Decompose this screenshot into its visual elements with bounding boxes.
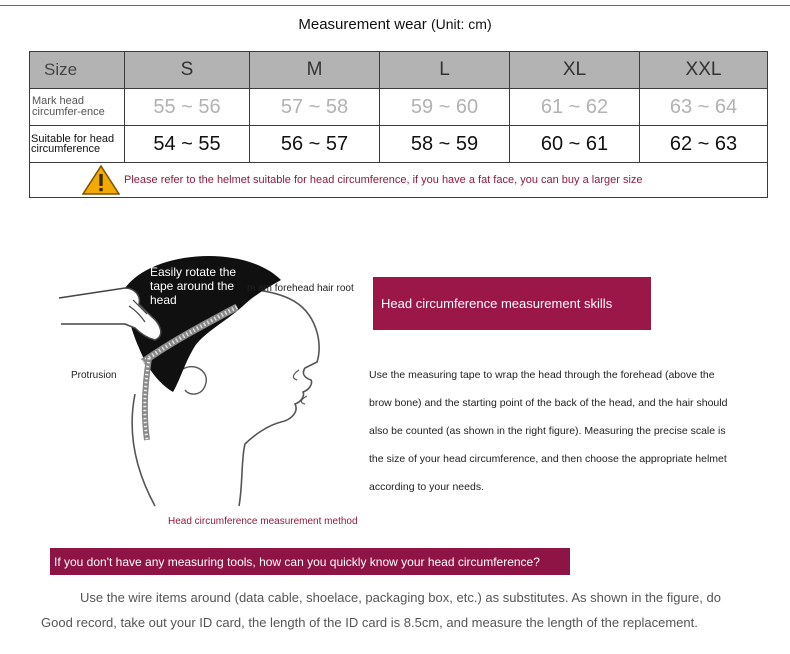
size-cell: XXL [640,52,768,89]
fit-cell: 54 ~ 55 [125,126,250,163]
fit-cell: 60 ~ 61 [510,126,640,163]
size-header-row [30,52,768,89]
skills-paragraph: Use the measuring tape to wrap the head through the forehead (above the brow bone) and the starting point of the back of the head, and the hair should also be counted (as shown in the right figure). Measuring the precise scale is the size of your head circumference, and then choose the appropriate helmet according to your needs. [369,369,728,493]
mark-cell: 61 ~ 62 [510,89,640,126]
fit-row [30,126,768,163]
mark-cell: 57 ~ 58 [250,89,380,126]
size-cell: S [125,52,250,89]
mark-cell: 63 ~ 64 [640,89,768,126]
quick-heading: If you don't have any measuring tools, how can you quickly know your head circumference? [50,548,570,575]
fit-row-label: Suitable for head circumference [30,126,125,163]
title-unit: (Unit: cm) [430,16,492,32]
mark-cell: 55 ~ 56 [125,89,250,126]
mark-row [30,89,768,126]
note-cell [30,163,768,198]
warning-triangle-icon [82,165,120,195]
note-text: Please refer to the helmet suitable for head circumference, if you have a fat face, you can buy a larger size [124,174,643,186]
top-divider [0,5,790,6]
size-header-label: Size [30,52,125,89]
size-cell: M [250,52,380,89]
fit-cell: 58 ~ 59 [380,126,510,163]
protrusion-label: Protrusion [71,370,117,381]
fit-cell: 62 ~ 63 [640,126,768,163]
quick-line-2: Good record, take out your ID card, the length of the ID card is 8.5cm, and measure the length of the replacement. [41,615,698,630]
size-cell: L [380,52,510,89]
mark-row-label: Mark head circumfer-ence [30,89,125,126]
note-row [30,163,768,198]
mark-cell: 59 ~ 60 [380,89,510,126]
skills-heading: Head circumference measurement skills [373,277,651,330]
quick-line-1: Use the wire items around (data cable, shoelace, packaging box, etc.) as substitutes. As shown in the figure, do [80,590,721,605]
size-table [29,51,768,198]
chart-title [0,16,790,33]
title-main: Measurement wear [298,16,427,33]
forehead-label: m am forehead hair root [247,283,354,294]
rotate-note: Easily rotate the tape around the head [150,265,237,307]
size-cell: XL [510,52,640,89]
fit-cell: 56 ~ 57 [250,126,380,163]
diagram-caption: Head circumference measurement method [168,516,358,527]
